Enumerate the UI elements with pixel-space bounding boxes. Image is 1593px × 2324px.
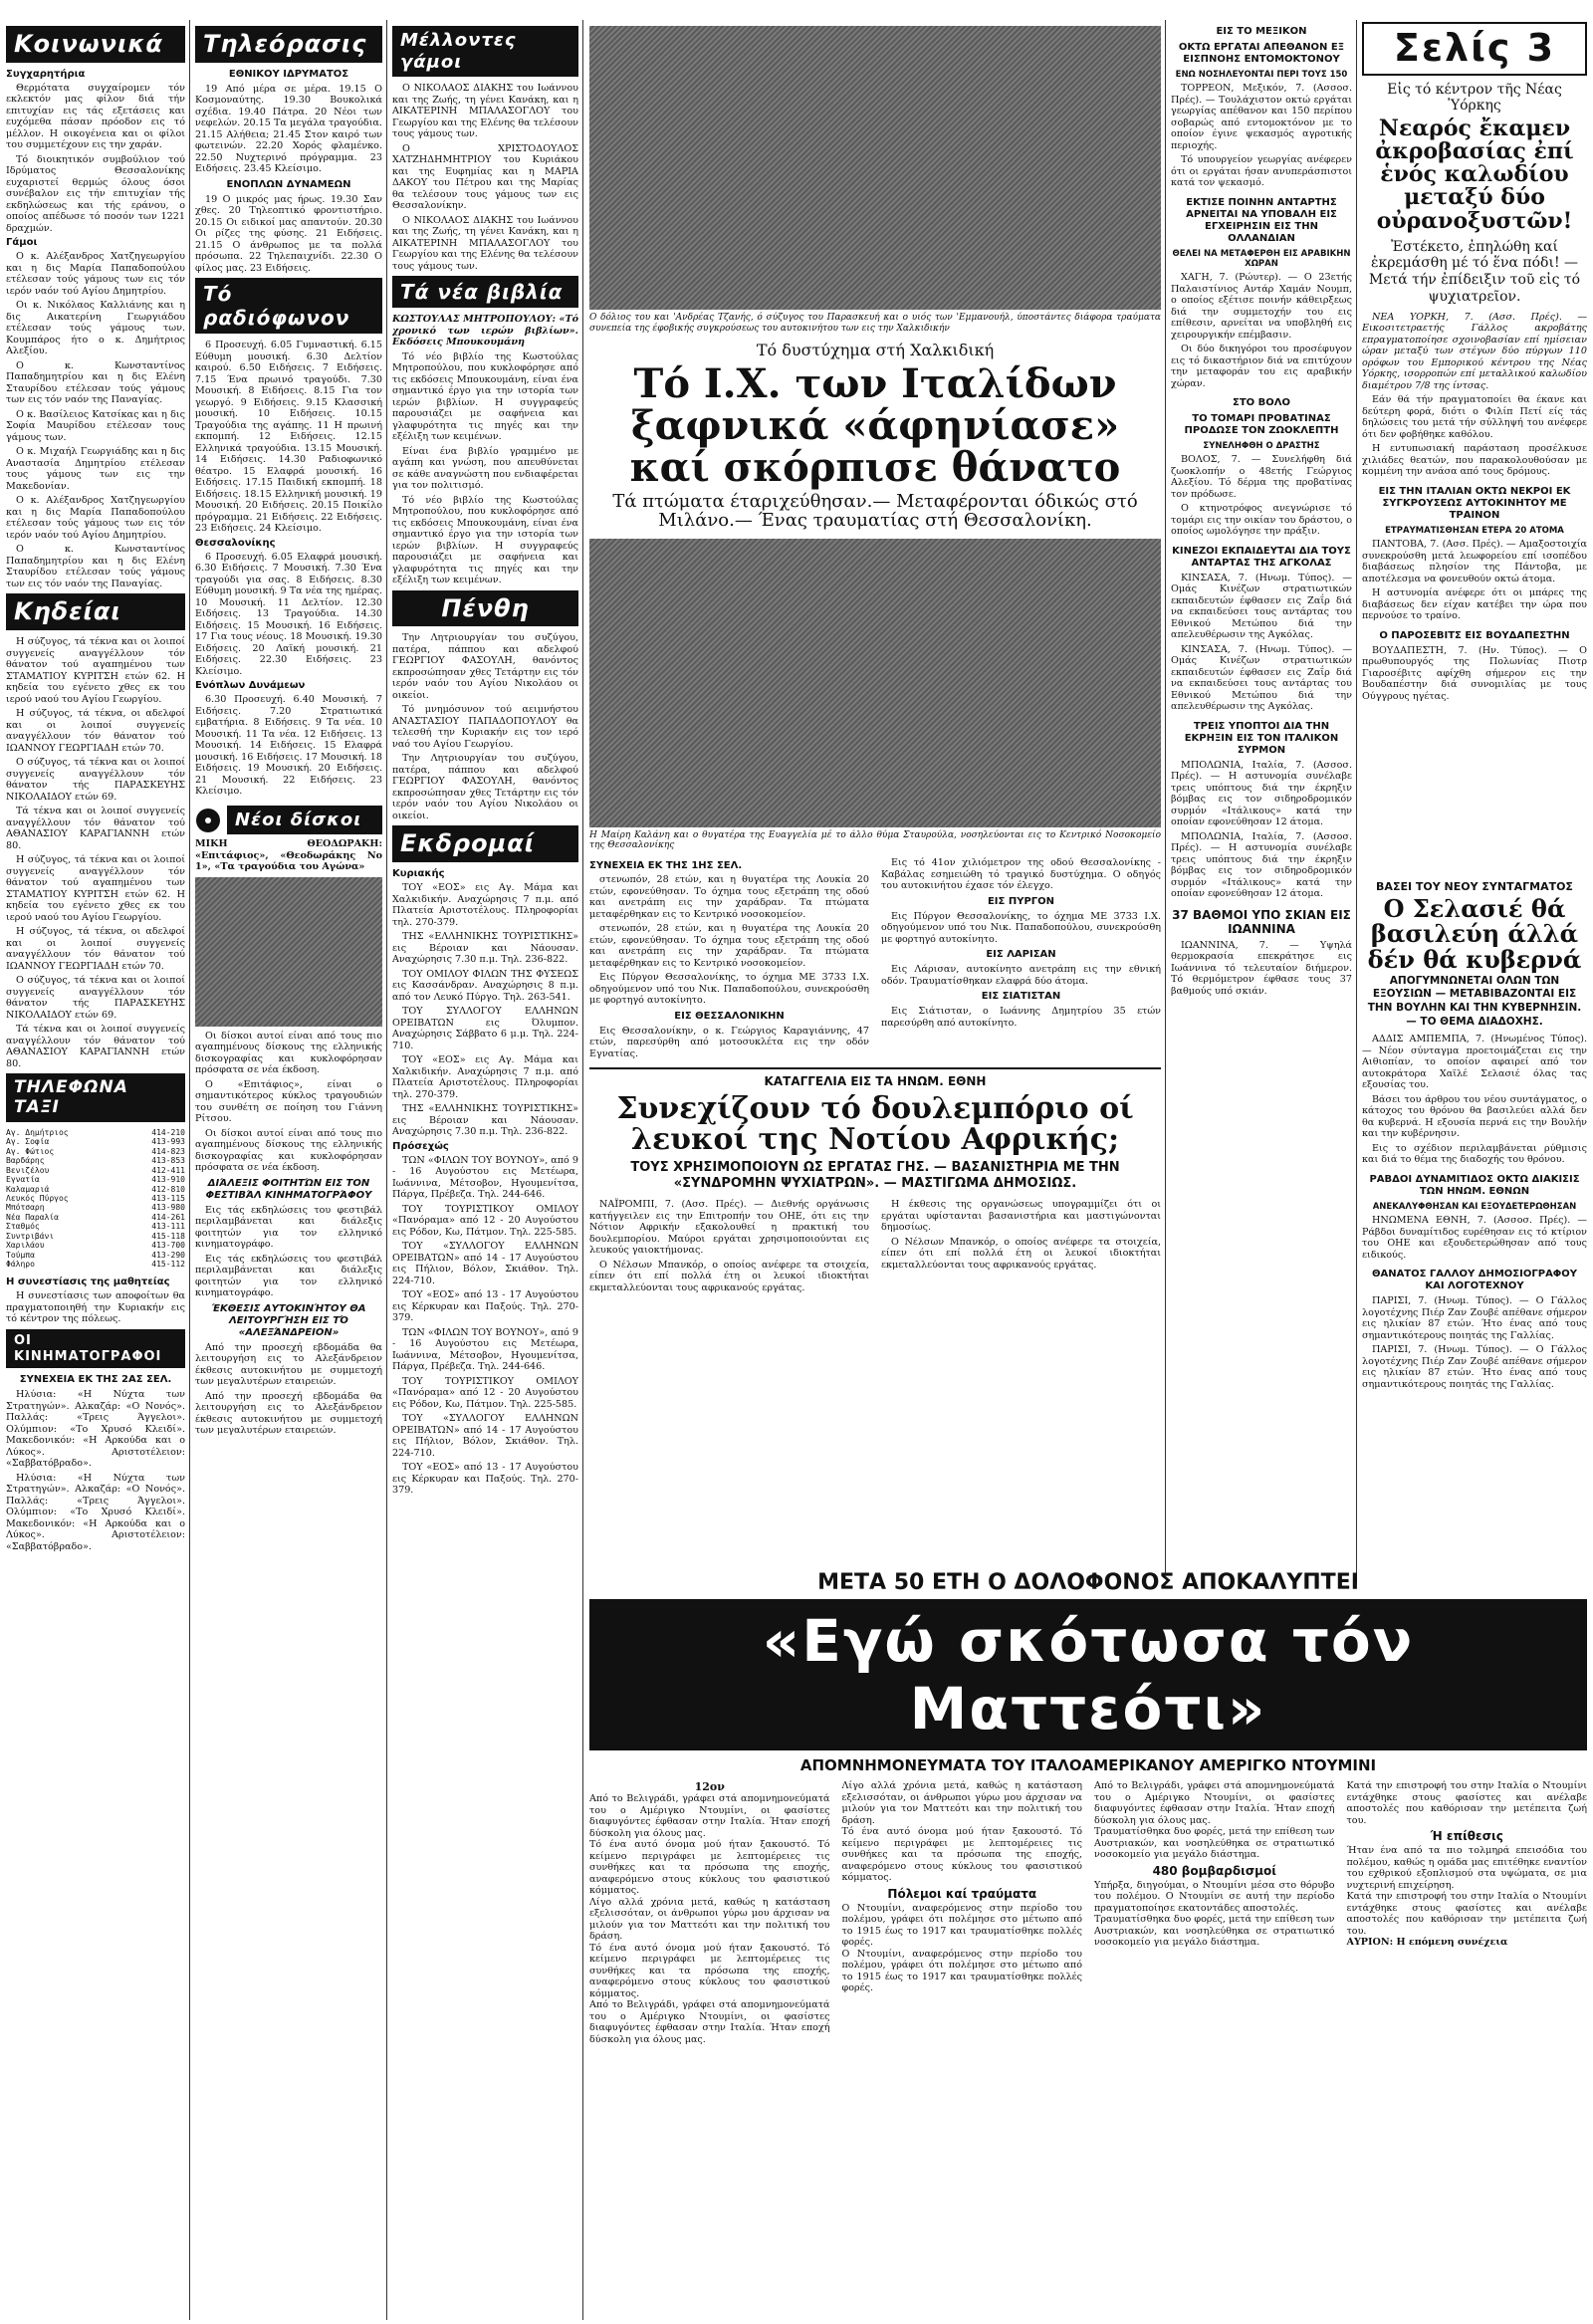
article-paragraph: Εις τάς εκδηλώσεις του φεστιβάλ περιλαμβάνεται και διάλεξις φοιτητών για τον ελληνικό κινηματογράφο. [195,1253,382,1299]
article-paragraph: Οι δίσκοι αυτοί είναι από τους πιο αγαπημένους δίσκους της ελληνικής δισκογραφίας και κυκλοφόρησαν πρόσφατα σε νέα έκδοση. [195,1030,382,1076]
article-paragraph: Ο κτηνοτρόφος ανεγνώρισε τό τομάρι εις την οικίαν του δράστου, ο οποίος ωμολόγησε την πράξιν. [1171,503,1352,538]
victims-photo-top [589,26,1161,310]
article-paragraph: ΝΕΑ ΥΟΡΚΗ, 7. (Ασσ. Πρές). — Εικοσιτετραετής Γάλλος ακροβάτης επραγματοποίησε σχοινοβασίαν επί ημίσειαν ώραν μεταξύ των στέγων δύο πύργων 110 ορόφων του Εμπορικού κέντρου της Νέας Υόρκης, ισορροπών επί μεταλλικού καλωδίου διαμέτρου 7/8 της ίντσας. [1362,311,1587,391]
taxi-phone-row [6,1156,185,1165]
taxi-stand-name: Βαρδάρης [6,1156,45,1166]
article-paragraph: 6 Προσευχή. 6.05 Ελαφρά μουσική. 6.30 Ειδήσεις. 7 Μουσική. 7.30 Ένα τραγούδι για σας. 8 Ειδήσεις. 8.30 Εύθυμη μουσική. 9 Τα νέα της ημέρας. 10 Μουσική. 11 Δελτίον. 12.30 Ειδήσεις. 13 Τραγούδια. 14.30 Ειδήσεις. 15 Μουσική. 16 Ειδήσεις. 17 Για τους νέους. 18 Μουσική. 19.30 Ειδήσεις. 20 Λαϊκή μουσική. 21 Ειδήσεις. 22.30 Ειδήσεις. 23 Κλείσιμο. [195,551,382,677]
subheading: ΘΑΝΑΤΟΣ ΓΑΛΛΟΥ ΔΗΜΟΣΙΟΓΡΑΦΟΥ ΚΑΙ ΛΟΓΟΤΕΧΝΟΥ [1371,1269,1578,1291]
subheading: ΕΙΣ ΘΕΣΣΑΛΟΝΙΚΗΝ [674,1010,785,1022]
section-header-social: Κοινωνικά [6,26,185,63]
taxi-stand-name: Αγ. Σοφία [6,1137,50,1147]
article-paragraph: Τό διοικητικόν συμβούλιον τού Ιδρύματος Θεσσαλονίκης ευχαριστεί θερμώς όλους όσοι συνέβαλον εις τήν επιτυχίαν τής εκδηλώσεως και τής εράνου, ο οποίος απέδωσε τό ποσόν των 1221 δραχμών. [6,153,185,234]
column-rule [386,20,387,2320]
feature-paragraph: Τό ένα αυτό όνομα μού ήταν ξακουστό. Τό κείμενο περιγράφει με λεπτομέρειες τις συνθήκες και τα πρόσωπα της εποχής, αναφερόμενο στους κύκλους του φασιστικού κόμματος. [589,1839,830,1897]
feature-column [1094,1780,1335,2045]
taxi-phone-row [6,1185,185,1194]
article-deck: Τά πτώματα έταριχεύθησαν.— Μεταφέρονται όδικώς στό Μιλάνο.— Ένας τραυματίας στή Θεσσαλονίκη. [612,490,1138,531]
subheading: Πρόσεχώς [392,1140,449,1152]
subheading: ΤΡΕΙΣ ΥΠΟΠΤΟΙ ΔΙΑ ΤΗΝ ΕΚΡΗΞΙΝ ΕΙΣ ΤΟΝ ΙΤΑΛΙΚΟΝ ΣΥΡΜΟΝ [1184,720,1339,756]
taxi-phone-number: 413-853 [151,1156,185,1166]
article-paragraph: Από την προσεχή εβδομάδα θα λειτουργήση εις το Αλεξάνδρειον έκθεσις αυτοκινήτου με συμμετοχή των μεγαλυτέρων εταιρειών. [195,1390,382,1437]
article-paragraph: Εις Πύργον Θεσσαλονίκης, το όχημα ΜΕ 3733 Ι.Χ. οδηγούμενον υπό του Νικ. Παπαδοπούλου, συνεκρούσθη με φορτηγό αυτοκίνητο. [589,972,869,1007]
taxi-phone-list [6,1128,185,1270]
column-rule [582,20,583,2320]
taxi-phone-row [6,1213,185,1222]
article-kicker: ΚΑΤΑΓΓΕΛΙΑ ΕΙΣ ΤΑ ΗΝΩΜ. ΕΘΝΗ [764,1074,987,1089]
taxi-phone-number: 412-810 [151,1184,185,1194]
feature-paragraph: Από το Βελιγράδι, γράφει στά απομνημονεύματά του ο Αμέριγκο Ντουμίνι, οι φασίστες διαφυγόντες έφθασαν στην Ιταλία. Ήταν εποχή δύσκολη για όλους μας. [589,1793,830,1839]
article-paragraph: ΤΟΡΡΕΟΝ, Μεξικόν, 7. (Ασσοσ. Πρές). — Τουλάχιστον οκτώ εργάται γεωργίας απέθανον και 150 περίπου σοβαρώς από εντομοκτόνον με το οποίον έγινε ψεκασμός αγροτικής περιοχής. [1171,83,1352,151]
taxi-stand-name: Βενιζέλου [6,1165,50,1175]
article-paragraph: ΙΩΑΝΝΙΝΑ, 7. — Υψηλά θερμοκρασία επεκράτησε εις Ιωάννινα τό τελευταίον διήμερον. Τό θερμόμετρον έφθασε τους 37 βαθμούς υπό σκιάν. [1171,939,1352,997]
article-column [589,857,869,1062]
article-body [589,1199,1161,1296]
section-header-discs: Νέοι δίσκοι [227,806,382,835]
taxi-phone-row [6,1260,185,1269]
article-paragraph: Εις τάς εκδηλώσεις του φεστιβάλ περιλαμβάνεται και διάλεξις φοιτητών για τον ελληνικό κινηματογράφο. [195,1204,382,1251]
article-paragraph: 6 Προσευχή. 6.05 Γυμναστική. 6.15 Εύθυμη μουσική. 6.30 Δελτίον καιρού. 6.50 Ειδήσεις. 7 Ειδήσεις. 7.15 Ένα πρωινό τραγούδι. 7.30 Μουσική. 8 Ειδήσεις. 8.15 Για τον γεωργό. 9 Ειδήσεις. 9.15 Κλασσική μουσική. 10 Ειδήσεις. 10.15 Τραγούδια της αγάπης. 11 Η πρωινή εκπομπή. 12 Ειδήσεις. 12.15 Ελληνικά τραγούδια. 13.15 Μουσική. 14 Ειδήσεις. 14.30 Ραδιοφωνικό θέατρο. 15 Ελαφρά μουσική. 16 Ειδήσεις. 17.15 Παιδική εκπομπή. 18 Ειδήσεις. 18.15 Ελληνική μουσική. 19 Μουσική. 20 Ειδήσεις. 20.15 Ποικίλο πρόγραμμα. 21 Ειδήσεις. 22 Ειδήσεις. 23 Ειδήσεις. 24 Κλείσιμο. [195,340,382,535]
taxi-stand-name: Αγ. Φώτιος [6,1146,55,1156]
column-rule [1165,20,1166,1573]
taxi-phone-number: 414-210 [151,1127,185,1137]
article-column [589,1199,869,1296]
feature-paragraph: Λίγο αλλά χρόνια μετά, καθώς η κατάσταση εξελισσόταν, οι άνθρωποι γύρω μου άρχισαν να μιλούν για τον Ματτεότι και την πολιτική του δράση. [841,1780,1082,1826]
article-headline: Νεαρός ἔκαμεν ἀκροβασίας ἐπί ἑνός καλωδίου μεταξύ δύο οὐρανοξυστῶν! [1375,116,1574,234]
taxi-phone-number: 413-700 [151,1241,185,1251]
article-paragraph: ΧΑΓΗ, 7. (Ρώυτερ). — Ο 23ετής Παλαιστίνιος Αντάρ Χαμάν Νουμπ, ο οποίος εξέτισε ποινήν κάθειρξεως διά την συμμετοχήν του εις επίθεσιν, αρνείται να υποβληθή εις χειρουργικήν επέμβασιν. [1171,272,1352,341]
article-paragraph: Ο ΝΙΚΟΛΑΟΣ ΔΙΑΚΗΣ του Ιωάννου και της Ζωής, τη γένει Κανάκη, και η ΑΙΚΑΤΕΡΙΝΗ ΜΠΑΛΑΣΟΓΛΟΥ του Γεωργίου και της Ελένης θα τελέσουν τους γάμους των. [392,214,578,272]
section-header-taxi: ΤΗΛΕΦΩΝΑ ΤΑΞΙ [6,1073,185,1122]
subheading: ΈΚΘΕΣΙΣ ΑΥΤΟΚΙΝΉΤΟΥ ΘΑ ΛΕΙΤΟΥΡΓΉΣΗ ΕΙΣ ΤΌ «ΑΛΕΞΆΝΔΡΕΙΟΝ» [211,1302,366,1338]
article-paragraph: Η σύζυγος, τά τέκνα και οι λοιποί συγγενείς αναγγέλλουν τόν θάνατον τού αγαπημένου των ΣΤΑΜΑΤΙΟΥ ΚΥΡΙΤΣΗ ετών 62. Η κηδεία του εγένετο χθες εκ του ιερού ναού του Αγίου Γεωργίου. [6,854,185,923]
subheading: Ενόπλων Δυνάμεων [195,680,306,692]
subheading: Θεσσαλονίκης [195,537,276,549]
article-paragraph: ΤΟΥ «ΕΟΣ» εις Αγ. Μάμα και Χαλκιδικήν. Αναχώρησις 7 π.μ. από Πλατεία Αριστοτέλους. Πληροφορίαι τηλ. 270-379. [392,1054,578,1100]
article-paragraph: ΤΟΥ «ΕΟΣ» εις Αγ. Μάμα και Χαλκιδικήν. Αναχώρησις 7 π.μ. από Πλατεία Αριστοτέλους. Πληροφορίαι τηλ. 270-379. [392,882,578,928]
taxi-phone-row [6,1241,185,1250]
feature-body [589,1780,1587,2045]
article-paragraph: Η σύζυγος, τά τέκνα, οι αδελφοί και οι λοιποί συγγενείς αναγγέλλουν τόν θάνατον τού ΙΩΑΝΝΟΥ ΓΕΩΡΓΙΑΔΗ ετών 70. [6,708,185,754]
taxi-phone-number: 414-823 [151,1146,185,1156]
article-paragraph: ΤΟΥ «ΣΥΛΛΟΓΟΥ ΕΛΛΗΝΩΝ ΟΡΕΙΒΑΤΩΝ» από 14 - 17 Αυγούστου εις Πήλιον, Βόλον, Σκιάθον. Τηλ. 224-710. [392,1241,578,1286]
taxi-phone-row [6,1194,185,1203]
article-paragraph: Η συνεστίασις των αποφοίτων θα πραγματοποιηθή την Κυριακήν εις τό κέντρον της πόλεως. [6,1290,185,1325]
article-paragraph: Εις τό 41ον χιλιόμετρον της οδού Θεσσαλονίκης - Καβάλας εσημειώθη τό τραγικό δυστύχημα. Ο οδηγός του αυτοκινήτου έχασε τόν έλεγχο. [881,857,1161,892]
subheading: ΚΙΝΕΖΟΙ ΕΚΠΑΙΔΕΥΤΑΙ ΔΙΑ ΤΟΥΣ ΑΝΤΑΡΤΑΣ ΤΗΣ ΑΓΚΟΛΑΣ [1172,545,1351,569]
article-paragraph: Η σύζυγος, τά τέκνα και οι λοιποί συγγενείς αναγγέλλουν τόν θάνατον τού αγαπημένου των ΣΤΑΜΑΤΙΟΥ ΚΥΡΙΤΣΗ ετών 62. Η κηδεία του εγένετο χθες εκ του ιερού ναού του Αγίου Γεωργίου. [6,636,185,705]
subheading: Ο ΠΑΡΟΣΕΒΙΤΣ ΕΙΣ ΒΟΥΔΑΠΕΣΤΗΝ [1379,629,1570,641]
taxi-phone-number: 413-290 [151,1250,185,1260]
article-paragraph: 19 Ο μικρός μας ήρως. 19.30 Σαν χθες. 20 Τηλεοπτικό φροντιστήριο. 20.15 Οι ειδικοί μας απαντούν. 20.30 Οι ρίζες της φύσης. 21 Ειδήσεις. 21.15 Ο άνθρωπος με τα πολλά πρόσωπα. 22 Τηλεπαιχνίδι. 22.30 Ο φίλος μας. 23 Ειδήσεις. [195,193,382,274]
feature-paragraph: Ο Ντουμίνι, αναφερόμενος στην περίοδο του πολέμου, γράφει ότι πολέμησε στο μέτωπο από το 1915 έως το 1917 και τραυματίσθηκε πολλές φορές. [841,1948,1082,1994]
article-paragraph: Τό υπουργείον γεωργίας ανέφερεν ότι οι εργάται ήσαν ανυπεράσπιστοι κατά τον ψεκασμό. [1171,154,1352,189]
article-paragraph: ΒΟΥΔΑΠΕΣΤΗ, 7. (Ην. Τύπος). — Ο πρωθυπουργός της Πολωνίας Πιοτρ Γιαροσέβιτς αφίχθη σήμερον εις την Βουδαπέστην διά συνομιλίας με τους Ούγγρους ηγέτας. [1362,644,1587,702]
feature-part-number: 12ον [694,1780,725,1793]
article-body [589,857,1161,1062]
article-deck: Ἐστέκετο, ἐπηλώθη καί ἐκρεμάσθη μέ τό ἕνα πόδι! — Μετά τήν ἐπίδειξιν τοῦ εἰς τό ψυχιατρεῖον. [1368,238,1581,306]
divider [589,1067,1161,1069]
feature-paragraph: Ο Ντουμίνι, αναφερόμενος στην περίοδο του πολέμου, γράφει ότι πολέμησε στο μέτωπο από το 1915 έως το 1917 και τραυματίσθηκε πολλές φορές. [841,1902,1082,1949]
article-paragraph: Τά τέκνα και οι λοιποί συγγενείς αναγγέλλουν τόν θάνατον τού ΑΘΑΝΑΣΙΟΥ ΚΑΡΑΓΙΑΝΝΗ ετών 80. [6,1024,185,1069]
taxi-phone-number: 413-993 [151,1137,185,1147]
photo-caption: Η Μαίρη Καλάνη και ο θυγατέρα της Ευαγγελία μέ το άλλο θύμα Σταυρούλα, νοσηλεύονται εις το Κεντρικό Νοσοκομείο της Θεσσαλονίκης [589,829,1161,851]
feature-paragraph: Από το Βελιγράδι, γράφει στά απομνημονεύματά του ο Αμέριγκο Ντουμίνι, οι φασίστες διαφυγόντες έφθασαν στην Ιταλία. Ήταν εποχή δύσκολη για όλους μας. [1094,1780,1335,1826]
article-paragraph: Ο ΧΡΙΣΤΟΔΟΥΛΟΣ ΧΑΤΖΗΔΗΜΗΤΡΙΟΥ του Κυριάκου και της Ευφημίας και η ΜΑΡΙΑ ΔΑΚΟΥ του Πέτρου και της Μαρίας θα τελέσουν τους γάμους των εις Θεσσαλονίκην. [392,142,578,212]
article-paragraph: Εις Λάρισαν, αυτοκίνητο ανετράπη εις την εθνική οδόν. Τραυματίσθηκαν ελαφρά δύο άτομα. [881,964,1161,987]
subheading: ΕΙΣ ΤΗΝ ΙΤΑΛΙΑΝ ΟΚΤΩ ΝΕΚΡΟΙ ΕΚ ΣΥΓΚΡΟΥΣΕΩΣ ΑΥΤΟΚΙΝΗΤΟΥ ΜΕ ΤΡΑΙΝΟΝ [1378,485,1571,521]
taxi-phone-row [6,1222,185,1231]
section-header-books: Τά νέα βιβλία [392,276,578,308]
article-paragraph: Η έκθεσις της οργανώσεως υπογραμμίζει ότι οι εργάται υφίστανται βασανιστήρια και μαστιγώνονται δημοσίως. [881,1199,1161,1234]
article-paragraph: Οι δίσκοι αυτοί είναι από τους πιο αγαπημένους δίσκους της ελληνικής δισκογραφίας και κυκλοφόρησαν πρόσφατα σε νέα έκδοση. [195,1127,382,1174]
vinyl-disc-icon [195,808,221,833]
subheading: ΕΝΩ ΝΟΣΗΛΕΥΟΝΤΑΙ ΠΕΡΙ ΤΟΥΣ 150 [1175,70,1348,80]
article-paragraph: Η σύζυγος, τά τέκνα, οι αδελφοί και οι λοιποί συγγενείς αναγγέλλουν τόν θάνατον τού ΙΩΑΝΝΟΥ ΓΕΩΡΓΙΑΔΗ ετών 70. [6,926,185,972]
article-paragraph: ΤΗΣ «ΕΛΛΗΝΙΚΗΣ ΤΟΥΡΙΣΤΙΚΗΣ» εις Βέροιαν και Νάουσαν. Αναχώρησις 7.30 π.μ. Τηλ. 236-822. [392,1103,578,1138]
article-paragraph: Θερμότατα συγχαίρομεν τόν εκλεκτόν μας φίλον διά τήν επιτυχίαν εις τάς εξετάσεις και ευχόμεθα πάσαν πρόοδον εις τό μέλλον. Η οικογένεια και οι φίλοι του συμμετέχουν εις την χαράν. [6,82,185,151]
article-headline: Τό Ι.Χ. των Ιταλίδων ξαφνικά «άφηνίασε» καί σκόρπισε θάνατο [629,359,1121,491]
article-halkidiki-accident [589,22,1161,1555]
continued-label: ΣΥΝΕΧΕΙΑ ΕΚ ΤΗΣ 1ΗΣ ΣΕΛ. [589,860,743,872]
subheading: 37 ΒΑΘΜΟΙ ΥΠΟ ΣΚΙΑΝ ΕΙΣ ΙΩΑΝΝΙΝΑ [1172,907,1351,937]
article-paragraph: Εις Πύργον Θεσσαλονίκης, το όχημα ΜΕ 3733 Ι.Χ. οδηγούμενον υπό του Νικ. Παπαδοπούλου, συνεκρούσθη με φορτηγό αυτοκίνητο. [881,910,1161,945]
subheading: ΡΑΒΔΟΙ ΔΥΝΑΜΙΤΙΔΟΣ ΟΚΤΩ ΔΙΑΚΙΣΙΣ ΤΩΝ ΗΝΩΜ. ΕΘΝΩΝ [1369,1173,1580,1197]
taxi-stand-name: Καλαμαριά [6,1184,50,1194]
feature-banner: «Εγώ σκότωσα τόν Ματτεότι» [589,1599,1587,1750]
article-column [881,1199,1161,1296]
article-paragraph: Ηλύσια: «Η Νύχτα των Στρατηγών». Αλκαζάρ: «Ο Νονός». Παλλάς: «Τρεις Άγγελοι». Ολύμπιον: «Το Χρυσό Κλειδί». Μακεδονικόν: «Η Αρκούδα και ο Λύκος». Αριστοτέλειον: «Σαββατόβραδο». [6,1389,185,1470]
article-paragraph: Είναι ένα βιβλίο γραμμένο με αγάπη και γνώση, που απευθύνεται σε κάθε αναγνώστη που ενδιαφέρεται για τον πολιτισμό. [392,445,578,492]
article-paragraph: ΤΟΥ «ΣΥΛΛΟΓΟΥ ΕΛΛΗΝΩΝ ΟΡΕΙΒΑΤΩΝ» από 14 - 17 Αυγούστου εις Πήλιον, Βόλον, Σκιάθον. Τηλ. 224-710. [392,1413,578,1459]
article-paragraph: Τό μνημόσυνον τού αειμνήστου ΑΝΑΣΤΑΣΙΟΥ ΠΑΠΑΔΟΠΟΥΛΟΥ θα τελεσθή την Κυριακήν εις τον ιερό ναό του Αγίου Γεωργίου. [392,704,578,750]
taxi-phone-row [6,1175,185,1184]
subheading: ΟΚΤΩ ΕΡΓΑΤΑΙ ΑΠΕΘΑΝΟΝ ΕΞ ΕΙΣΠΝΟΗΣ ΕΝΤΟΜΟΚΤΟΝΟΥ [1178,42,1345,65]
taxi-phone-row [6,1232,185,1241]
article-paragraph: Ο Νέλσων Μπανκόρ, ο οποίος ανέφερε τα στοιχεία, είπεν ότι επί πολλά έτη οι λευκοί ιδιοκτήται εκμεταλλεύονται τους αφρικανούς εργάτας. [881,1236,1161,1271]
feature-paragraph: Λίγο αλλά χρόνια μετά, καθώς η κατάσταση εξελισσόταν, οι άνθρωποι γύρω μου άρχισαν να μιλούν για τον Ματτεότι και την πολιτική του δράση. [589,1896,830,1943]
feature-paragraph: Κατά την επιστροφή του στην Ιταλία ο Ντουμίνι εντάχθηκε στους φασίστες και ανέλαβε αποστολές που καθόρισαν την μετέπειτα ζωή του. [1346,1780,1587,1826]
taxi-stand-name: Τούμπα [6,1250,35,1260]
feature-kicker: ΜΕΤΑ 50 ΕΤΗ Ο ΔΟΛΟΦΟΝΟΣ ΑΠΟΚΑΛΥΠΤΕΙ [817,1570,1359,1595]
article-paragraph: ΚΙΝΣΑΣΑ, 7. (Ηνωμ. Τύπος). — Ομάς Κινέζων στρατιωτικών εκπαιδευτών έφθασεν εις Ζαΐρ διά να εκπαιδεύσει τους αντάρτας του Εθνικού Μετώπου διά την απελευθέρωσιν της Αγκόλας. [1171,572,1352,641]
article-deck: ΑΠΟΓΥΜΝΩΝΕΤΑΙ ΟΛΩΝ ΤΩΝ ΕΞΟΥΣΙΩΝ — ΜΕΤΑΒΙΒΑΖΟΝΤΑΙ ΕΙΣ ΤΗΝ ΒΟΥΛΗΝ ΚΑΙ ΤΗΝ ΚΥΒΕΡΝΗΣΙΝ. — ΤΟ ΘΕΜΑ ΔΙΑΔΟΧΗΣ. [1367,974,1582,1028]
column-tv-radio [195,22,382,2312]
taxi-phone-number: 415-112 [151,1260,185,1269]
subheading: Η συνεστίασις της μαθητείας [6,1277,170,1288]
article-paragraph: Εις το σχέδιον περιλαμβάνεται ρύθμισις και διά το θέμα της διαδοχής του θρόνου. [1362,1142,1587,1166]
article-paragraph: στενωπόν, 28 ετών, και η θυγατέρα της Λουκία 20 ετών, εφονεύθησαν. Το όχημα τους εξετράπη της οδού και ανετράπη εις την χαράδραν. Τα πτώματα μεταφέρθηκαν εις το Κεντρικό νοσοκομείον. [589,874,869,920]
feature-column [589,1780,830,2045]
feature-paragraph: Τραυματίσθηκα δυο φορές, μετά την επίθεση των Αυστριακών, και νοσηλεύθηκα σε στρατιωτικό νοσοκομείο για μεγάλο διάστημα. [1094,1914,1335,1949]
article-paragraph: Εις Σιάτισταν, ο Ιωάννης Δημητρίου 35 ετών παρεσύρθη από αυτοκίνητο. [881,1006,1161,1029]
subheading: ΕΝΟΠΛΩΝ ΔΥΝΑΜΕΩΝ [226,178,351,190]
article-paragraph: ΜΠΟΛΩΝΙΑ, Ιταλία, 7. (Ασσοσ. Πρές). — Η αστυνομία συνέλαβε τρεις υπόπτους διά την έκρηξιν βόμβας εις τον σιδηροδρομικόν συρμόν «Ιτάλικους» κατά την οποίαν εφονεύθησαν 12 άτομα. [1171,759,1352,828]
article-paragraph: Την Λητριουργίαν του συζύγου, πατέρα, πάππου και αδελφού ΓΕΩΡΓΙΟΥ ΦΑΣΟΥΛΗ, θανόντος εκπροσώπησαν χθες Τετάρτην εις τόν ιερόν ναόν του Αγίου Νικολάου οι οικείοι. [392,753,578,821]
article-column [881,857,1161,1062]
article-paragraph: Ο «Επιτάφιος», είναι ο σημαντικότερος κύκλος τραγουδιών του συνθέτη σε ποίηση του Γιάννη Ρίτσου. [195,1078,382,1125]
article-headline: Ο Σελασιέ θά βασιλεύη άλλά δέν θά κυβερνά [1367,894,1582,974]
article-paragraph: ΚΙΝΣΑΣΑ, 7. (Ηνωμ. Τύπος). — Ομάς Κινέζων στρατιωτικών εκπαιδευτών έφθασεν εις Ζαΐρ διά να εκπαιδεύσει τους αντάρτας του Εθνικού Μετώπου διά την απελευθέρωσιν της Αγκόλας. [1171,643,1352,713]
section-header-mourning: Πένθη [392,590,578,627]
taxi-phone-number: 413-910 [151,1175,185,1185]
subheading: ΕΚΤΙΣΕ ΠΟΙΝΗΝ ΑΝΤΑΡΤΗΣ ΑΡΝΕΙΤΑΙ ΝΑ ΥΠΟΒΑΛΗ ΕΙΣ ΕΓΧΕΙΡΗΣΙΝ ΕΙΣ ΤΗΝ ΟΛΛΑΝΔΙΑΝ [1186,196,1337,244]
taxi-phone-number: 413-111 [151,1222,185,1232]
subheading: ΣΥΝΕΛΗΦΘΗ Ο ΔΡΑΣΤΗΣ [1203,441,1320,452]
feature-matteotti [589,1568,1587,2315]
subheading: ΕΙΣ ΤΟ ΜΕΞΙΚΟΝ [1216,26,1307,37]
taxi-phone-row [6,1137,185,1146]
feature-subheading: Πόλεμοι καί τραύματα [887,1886,1037,1901]
article-paragraph: ΗΝΩΜΕΝΑ ΕΘΝΗ, 7. (Ασσοσ. Πρές). — Ράβδοι δυναμίτιδος ευρέθησαν εις τό κτίριον του ΟΗΕ και εξουδετερώθησαν από τους ειδικούς. [1362,1215,1587,1261]
article-paragraph: 6.30 Προσευχή. 6.40 Μουσική. 7 Ειδήσεις. 7.20 Στρατιωτικά εμβατήρια. 8 Ειδήσεις. 9 Τα νέα. 10 Μουσική. 11 Τα νέα. 12 Ειδήσεις. 13 Μουσική. 14 Ειδήσεις. 15 Ελαφρά μουσική. 16 Ειδήσεις. 17 Μουσική. 18 Ειδήσεις. 19 Μουσική. 20 Ειδήσεις. 21 Μουσική. 22 Ειδήσεις. 23 Κλείσιμο. [195,694,382,798]
article-paragraph: Τό νέο βιβλίο της Κωστούλας Μητροπούλου, που κυκλοφόρησε από τις εκδόσεις Μπουκουμάνη, είναι ένα σημαντικό έργο για την ιστορία των ιερών βιβλίων. Η συγγραφεύς παρουσιάζει με σαφήνεια και γλαφυρότητα τις πηγές και την εξέλιξη των κειμένων. [392,494,578,586]
taxi-phone-number: 412-411 [151,1165,185,1175]
article-paragraph: Η εντυπωσιακή παράσταση προσέλκυσε χιλιάδες θεατών, που παρακολουθούσαν με κομμένη την ανάσα από τους δρόμους. [1362,443,1587,478]
article-paragraph: Ηλύσια: «Η Νύχτα των Στρατηγών». Αλκαζάρ: «Ο Νονός». Παλλάς: «Τρεις Άγγελοι». Ολύμπιον: «Το Χρυσό Κλειδί». Μακεδονικόν: «Η Αρκούδα και ο Λύκος». Αριστοτέλειον: «Σαββατόβραδο». [6,1472,185,1552]
article-paragraph: Ο ΝΙΚΟΛΑΟΣ ΔΙΑΚΗΣ του Ιωάννου και της Ζωής, τη γένει Κανάκη, και η ΑΙΚΑΤΕΡΙΝΗ ΜΠΑΛΑΣΟΓΛΟΥ του Γεωργίου και της Ελένης θα τελέσουν τους γάμους των. [392,83,578,140]
article-paragraph: 19 Από μέρα σε μέρα. 19.15 Ο Κοσμοναύτης. 19.30 Βουκολικά σχέδια. 19.40 Πάτρα. 20 Νέοι των νεφελών. 20.15 Τα μεγάλα τραγούδια. 21.15 Αλήθεια; 21.45 Στον καιρό των φωτεινών. 22.20 Χορός φλαμένκο. 22.50 Νυχτερινό πρόγραμμα. 23 Ειδήσεις. 23.45 Κλείσιμο. [195,83,382,175]
article-kicker: Εἰς τό κέντρον τῆς Νέας Ὑόρκης [1387,81,1562,115]
disc-title: ΜΙΚΗ ΘΕΟΔΩΡΑΚΗ: «Επιτάφιος», «Θεοδωράκης Νο 1», «Τα τραγούδια του Αγώνα» [195,838,382,873]
taxi-phone-row [6,1147,185,1156]
taxi-stand-name: Συντριβάνι [6,1231,55,1241]
subheading: ΕΙΣ ΠΥΡΓΟΝ [987,895,1055,907]
subheading: ΕΤΡΑΥΜΑΤΙΣΘΗΣΑΝ ΕΤΕΡΑ 20 ΑΤΟΜΑ [1385,525,1564,536]
taxi-stand-name: Χαριλάου [6,1241,45,1251]
article-paragraph: Τό νέο βιβλίο της Κωστούλας Μητροπούλου, που κυκλοφόρησε από τις εκδόσεις Μπουκουμάνη, είναι ένα σημαντικό έργο για την ιστορία των ιερών βιβλίων. Η συγγραφεύς παρουσιάζει με σαφήνεια και γλαφυρότητα τις πηγές και την εξέλιξη των κειμένων. [392,350,578,443]
taxi-stand-name: Αγ. Δημήτριος [6,1127,69,1137]
subheading: ΤΟ ΤΟΜΑΡΙ ΠΡΟΒΑΤΙΝΑΣ ΠΡΟΔΩΣΕ ΤΟΝ ΖΩΟΚΛΕΠΤΗ [1184,413,1339,437]
feature-column [1347,1780,1588,2045]
article-paragraph: Οι δύο δικηγόροι του προσέφυγον εις τό δικαστήριον διά να επιτύχουν την μεταφοράν του εις αραβικήν χώραν. [1171,344,1352,389]
feature-paragraph: Υπήρξα, διηγούμαι, ο Ντουμίνι μέσα στο θόρυβο του πολέμου. Ο Ντουμίνι σε αυτή την περίοδο πραγματοποίησε εκατοντάδες αποστολές. [1094,1879,1335,1914]
column-rule [1356,20,1357,1583]
section-header-weddings: Μέλλοντες γάμοι [392,26,578,77]
feature-column [842,1780,1083,2045]
article-paragraph: ΤΩΝ «ΦΙΛΩΝ ΤΟΥ ΒΟΥΝΟΥ», από 9 - 16 Αυγούστου εις Μετέωρα, Ιωάννινα, Μέτσοβον, Ηγουμενίτσα, Πάργα, Πρέβεζα. Τηλ. 244-646. [392,1326,578,1373]
feature-paragraph: Ήταν ένα από τα πιο τολμηρά επεισόδια του πολέμου, καθώς η ομάδα μας επιτέθηκε εναντίον του εχθρικού εξοπλισμού στα υψώματα, σε μια νυχτερινή επιχείρηση. [1346,1845,1587,1891]
article-paragraph: ΤΟΥ ΟΜΙΛΟΥ ΦΙΛΩΝ ΤΗΣ ΦΥΣΕΩΣ εις Κασσάνδραν. Αναχώρησις 8 π.μ. από τον Λευκό Πύργο. Τηλ. 263-541. [392,968,578,1003]
article-kicker: Τό δυστύχημα στή Χαλκιδική [756,340,995,359]
taxi-stand-name: Εγνατία [6,1175,40,1185]
subheading: ΣΤΟ ΒΟΛΟ [1233,397,1290,409]
article-paragraph: ΠΑΡΙΣΙ, 7. (Ηνωμ. Τύπος). — Ο Γάλλος λογοτέχνης Πιέρ Ζαν Ζουβέ απέθανε σήμερον εις ηλικίαν 87 ετών. Ήτο ένας από τους σημαντικότερους ποιητάς της Γαλλίας. [1362,1295,1587,1341]
taxi-phone-number: 413-980 [151,1203,185,1213]
subheading: ΒΑΣΕΙ ΤΟΥ ΝΕΟΥ ΣΥΝΤΑΓΜΑΤΟΣ [1376,880,1573,893]
article-paragraph: ΑΔΔΙΣ ΑΜΠΕΜΠΑ, 7. (Ηνωμένος Τύπος). — Νέον σύνταγμα προετοιμάζεται εις την Αιθιοπίαν, το οποίον αφαιρεί από τον αυτοκράτορα Χαϊλέ Σελασιέ όλας τας εξουσίας του. [1362,1034,1587,1091]
article-deck: ΤΟΥΣ ΧΡΗΣΙΜΟΠΟΙΟΥΝ ΩΣ ΕΡΓΑΤΑΣ ΓΗΣ. — ΒΑΣΑΝΙΣΤΗΡΙΑ ΜΕ ΤΗΝ «ΣΥΝΔΡΟΜΗΝ ΨΥΧΙΑΤΡΩΝ». — ΜΑΣΤΙΓΩΜΑ ΔΗΜΟΣΙΩΣ. [630,1159,1120,1192]
book-title: ΚΩΣΤΟΥΛΑΣ ΜΗΤΡΟΠΟΥΛΟΥ: «Τό χρονικό των ιερών βιβλίων». Εκδόσεις Μπουκουμάνη [392,314,578,349]
subheading: Γάμοι [6,237,38,249]
article-paragraph: ΠΑΝΤΟΒΑ, 7. (Ασσ. Πρές). — Αμαξοστοιχία συνεκρούσθη μετά λεωφορείου επί ισοπέδου διαβάσεως πλησίον της Πάντοβα, με αποτέλεσμα να φονευθούν οκτώ άτομα. [1362,539,1587,584]
taxi-phone-number: 414-261 [151,1212,185,1222]
article-paragraph: Εάν θά τήν πραγματοποίει θα έκανε και δεύτερη φορά, διότι ο Φιλίπ Πετί είς τάς δηλώσεις του μετά τήν σύλληψή του ανέφερε ότι δεν φοβήθηκε καθόλου. [1362,394,1587,440]
subheading: Συγχαρητήρια [6,68,86,80]
article-paragraph: Η αστυνομία ανέφερε ότι οι μπάρες της διαβάσεως δεν είχαν κατέβει την ώρα που περνούσε το τραίνο. [1362,587,1587,622]
feature-paragraph: Κατά την επιστροφή του στην Ιταλία ο Ντουμίνι εντάχθηκε στους φασίστες και ανέλαβε αποστολές που καθόρισαν την μετέπειτα ζωή του. [1346,1891,1587,1937]
taxi-stand-name: Σταθμός [6,1222,40,1232]
article-paragraph: ΤΟΥ «ΕΟΣ» από 13 - 17 Αυγούστου εις Κέρκυραν και Παξούς. Τηλ. 270-379. [392,1462,578,1497]
taxi-phone-row [6,1128,185,1137]
article-paragraph: Ο Νέλσων Μπανκόρ, ο οποίος ανέφερε τα στοιχεία, είπεν ότι επί πολλά έτη οι λευκοί ιδιοκτήται εκμεταλλεύονται τους αφρικανούς εργάτας. [589,1259,869,1293]
feature-subheading: 480 βομβαρδισμοί [1152,1863,1276,1878]
column-social [6,22,185,2312]
article-paragraph: Από την προσεχή εβδομάδα θα λειτουργήση εις το Αλεξάνδρειον έκθεσις αυτοκινήτου με συμμετοχή των μεγαλυτέρων εταιρειών. [195,1341,382,1388]
composer-photo [195,877,382,1027]
article-paragraph: ΤΩΝ «ΦΙΛΩΝ ΤΟΥ ΒΟΥΝΟΥ», από 9 - 16 Αυγούστου εις Μετέωρα, Ιωάννινα, Μέτσοβον, Ηγουμενίτσα, Πάργα, Πρέβεζα. Τηλ. 244-646. [392,1154,578,1201]
taxi-phone-number: 413-115 [151,1193,185,1203]
taxi-phone-row [6,1203,185,1212]
taxi-phone-row [6,1251,185,1260]
victims-photo-hospital [589,539,1161,827]
section-header-cinemas: ΟΙ ΚΙΝΗΜΑΤΟΓΡΑΦΟΙ [6,1329,185,1368]
subheading: ΘΕΛΕΙ ΝΑ ΜΕΤΑΦΕΡΘΗ ΕΙΣ ΑΡΑΒΙΚΗΝ ΧΩΡΑΝ [1172,248,1351,269]
subheading: ΔΙΆΛΕΞΙΣ ΦΟΙΤΗΤΏΝ ΕΙΣ ΤΟΝ ΦΕΣΤΙΒΆΛ ΚΙΝΗΜΑΤΟΓΡΆΦΟΥ [205,1177,372,1201]
article-paragraph: Ο κ. Μιχαήλ Γεωργιάδης και η δις Αναστασία Δημητρίου ετέλεσαν τους γάμους των εις την Μακεδονίαν. [6,446,185,492]
taxi-stand-name: Φάληρο [6,1260,35,1269]
subheading: ΕΙΣ ΣΙΑΤΙΣΤΑΝ [981,991,1061,1003]
column-weddings-books [392,22,578,2312]
continued-label: ΣΥΝΕΧΕΙΑ ΕΚ ΤΗΣ 2ΑΣ ΣΕΛ. [19,1374,172,1386]
column-rule [189,20,190,2320]
subheading: ΕΙΣ ΛΑΡΙΣΑΝ [986,949,1056,961]
subheading: Κυριακής [392,868,445,880]
article-headline: Συνεχίζουν τό δουλεμπόριο οί λευκοί της Νοτίου Αφρικής; [616,1090,1134,1158]
section-header-funerals: Κηδείαι [6,593,185,630]
subheading: ΕΘΝΙΚΟΥ ΙΔΡΥΜΑΤΟΣ [228,68,349,80]
feature-paragraph: Τό ένα αυτό όνομα μού ήταν ξακουστό. Τό κείμενο περιγράφει με λεπτομέρειες τις συνθήκες και τα πρόσωπα της εποχής, αναφερόμενο στους κύκλους του φασιστικού κόμματος. [589,1942,830,1999]
article-paragraph: στενωπόν, 28 ετών, και η θυγατέρα της Λουκία 20 ετών, εφονεύθησαν. Το όχημα τους εξετράπη της οδού και ανετράπη εις την χαράδραν. Τα πτώματα μεταφέρθηκαν εις το Κεντρικό νοσοκομείον. [589,923,869,969]
taxi-phone-row [6,1166,185,1175]
article-paragraph: ΠΑΡΙΣΙ, 7. (Ηνωμ. Τύπος). — Ο Γάλλος λογοτέχνης Πιέρ Ζαν Ζουβέ απέθανε σήμερον εις ηλικίαν 87 ετών. Ήτο ένας από τους σημαντικότερους ποιητάς της Γαλλίας. [1362,1344,1587,1390]
taxi-stand-name: Μπότσαρη [6,1203,45,1213]
feature-paragraph: Από το Βελιγράδι, γράφει στά απομνημονεύματά του ο Αμέριγκο Ντουμίνι, οι φασίστες διαφυγόντες έφθασαν στην Ιταλία. Ήταν εποχή δύσκολη για όλους μας. [589,1999,830,2045]
article-paragraph: Ο σύζυγος, τά τέκνα και οι λοιποί συγγενείς αναγγέλλουν τόν θάνατον τής ΠΑΡΑΣΚΕΥΗΣ ΝΙΚΟΛΑΙΔΟΥ ετών 69. [6,757,185,803]
article-paragraph: Οι κ. Νικόλαος Καλλιάνης και η δις Αικατερίνη Γεωργιάδου ετέλεσαν τούς γάμους των. Κουμπάρος ήτο ο κ. Δημήτριος Αλεξίου. [6,300,185,357]
section-header-tv: Τηλεόρασις [195,26,382,63]
feature-footer: ΑΥΡΙΟΝ: Η επόμενη συνέχεια [1346,1937,1508,1949]
article-paragraph: ΤΟΥ ΣΥΛΛΟΓΟΥ ΕΛΛΗΝΩΝ ΟΡΕΙΒΑΤΩΝ εις Όλυμπον. Αναχώρησις Σάββατο 6 μ.μ. Τηλ. 224-710. [392,1006,578,1051]
article-paragraph: ΜΠΟΛΩΝΙΑ, Ιταλία, 7. (Ασσοσ. Πρές). — Η αστυνομία συνέλαβε τρεις υπόπτους διά την έκρηξιν βόμβας εις τον σιδηροδρομικόν συρμόν «Ιτάλικους» κατά την οποίαν εφονεύθησαν 12 άτομα. [1171,830,1352,900]
article-selassie [1362,876,1587,1563]
article-paragraph: ΝΑΪΡΟΜΠΙ, 7. (Ασσ. Πρές). — Διεθνής οργάνωσις κατήγγειλεν εις την Επιτροπήν του ΟΗΕ, ότι εις την Νότιον Αφρικήν εξακολουθεί η πρακτική του δουλεμπορίου. Μαύροι εργάται χρησιμοποιούνται εις λευκούς γαιοκτήμονας. [589,1199,869,1257]
taxi-phone-number: 415-118 [151,1231,185,1241]
section-header-excursions: Εκδρομαί [392,825,578,862]
article-paragraph: Την Λητριουργίαν του συζύγου, πατέρα, πάππου και αδελφού ΓΕΩΡΓΙΟΥ ΦΑΣΟΥΛΗ, θανόντος εκπροσώπησαν χθες Τετάρτην εις τόν ιερόν ναόν του Αγίου Νικολάου οι οικείοι. [392,632,578,701]
article-paragraph: Εις Θεσσαλονίκην, ο κ. Γεώργιος Καραγιάννης, 47 ετών, παρεσύρθη από μοτοσυκλέτα εις την οδόν Εγνατίας. [589,1025,869,1059]
article-paragraph: Ο σύζυγος, τά τέκνα και οι λοιποί συγγενείς αναγγέλλουν τόν θάνατον τής ΠΑΡΑΣΚΕΥΗΣ ΝΙΚΟΛΑΙΔΟΥ ετών 69. [6,975,185,1021]
article-paragraph: ΤΟΥ ΤΟΥΡΙΣΤΙΚΟΥ ΟΜΙΛΟΥ «Πανόραμα» από 12 - 20 Αυγούστου εις Ρόδον, Κω, Πάτμον. Τηλ. 225-585. [392,1203,578,1238]
article-paragraph: Ο κ. Κωνσταντίνος Παπαδημητρίου και η δις Ελένη Σταυρίδου ετέλεσαν τούς γάμους των εις τόν ναόν της Παναγίας. [6,359,185,406]
article-paragraph: Βάσει του άρθρου του νέου συντάγματος, ο κάτοχος του θρόνου θα βασιλεύει αλλά δεν θα κυβερνά. Η εξουσία περνά εις την Βουλήν και την κυβέρνησιν. [1362,1093,1587,1140]
article-paragraph: Ο κ. Βασίλειος Κατσίκας και η δις Σοφία Μαυρίδου ετέλεσαν τους γάμους των. [6,408,185,443]
article-paragraph: ΒΟΛΟΣ, 7. — Συνελήφθη διά ζωοκλοπήν ο 48ετής Γεώργιος Αλεξίου. Τό δέρμα της προβατίνας τον πρόδωσε. [1171,454,1352,500]
article-paragraph: ΤΟΥ «ΕΟΣ» από 13 - 17 Αυγούστου εις Κέρκυραν και Παξούς. Τηλ. 270-379. [392,1289,578,1324]
subheading: ΑΝΕΚΑΛΥΦΘΗΣΑΝ ΚΑΙ ΕΞΟΥΔΕΤΕΡΩΘΗΣΑΝ [1372,1201,1577,1212]
taxi-stand-name: Νέα Παραλία [6,1212,59,1222]
feature-paragraph: Τό ένα αυτό όνομα μού ήταν ξακουστό. Τό κείμενο περιγράφει με λεπτομέρειες τις συνθήκες και τα πρόσωπα της εποχής, αναφερόμενο στους κύκλους του φασιστικού κόμματος. [841,1826,1082,1883]
photo-caption: Ο δόλιος του και 'Ανδρέας Τζανής, ό σύζυγος του Παρασκευή και ο υιός των 'Εμμανουήλ, ύποστάντες διάφορα τραύματα συνεπεία της έφοβικής συγκρούσεως του αυτοκινήτου των εις την Χαλκιδικήν [589,313,1161,334]
article-paragraph: Ο κ. Αλέξανδρος Χατζηγεωργίου και η δις Μαρία Παπαδοπούλου ετέλεσαν τούς γάμους των εις τόν ιερόν ναόν τού Αγίου Δημητρίου. [6,495,185,541]
page-number-label: Σελίς 3 [1362,22,1587,76]
article-paragraph: ΤΗΣ «ΕΛΛΗΝΙΚΗΣ ΤΟΥΡΙΣΤΙΚΗΣ» εις Βέροιαν και Νάουσαν. Αναχώρησις 7.30 π.μ. Τηλ. 236-822. [392,931,578,966]
column-world-news [1171,22,1352,1560]
section-header-radio: Τό ραδιόφωνον [195,278,382,334]
taxi-stand-name: Λευκός Πύργος [6,1193,69,1203]
new-discs-header [195,806,382,835]
feature-subheading: Ή επίθεσις [1430,1829,1503,1843]
feature-subtitle: ΑΠΟΜΝΗΜΟΝΕΥΜΑΤΑ ΤΟΥ ΙΤΑΛΟΑΜΕΡΙΚΑΝΟΥ ΑΜΕΡΙΓΚΟ ΝΤΟΥΜΙΝΙ [799,1756,1377,1774]
article-paragraph: Ο κ. Κωνσταντίνος Παπαδημητρίου και η δις Ελένη Σταυρίδου ετέλεσαν τούς γάμους των εις τόν ναόν της Παναγίας. [6,544,185,589]
feature-paragraph: Τραυματίσθηκα δυο φορές, μετά την επίθεση των Αυστριακών, και νοσηλεύθηκα σε στρατιωτικό νοσοκομείο για μεγάλο διάστημα. [1094,1826,1335,1860]
article-paragraph: ΤΟΥ ΤΟΥΡΙΣΤΙΚΟΥ ΟΜΙΛΟΥ «Πανόραμα» από 12 - 20 Αυγούστου εις Ρόδον, Κω, Πάτμον. Τηλ. 225-585. [392,1375,578,1410]
article-paragraph: Ο κ. Αλέξανδρος Χατζηγεωργίου και η δις Μαρία Παπαδοπούλου ετέλεσαν τούς γάμους των εις τόν ιερόν ναόν τού Αγίου Δημητρίου. [6,251,185,297]
article-paragraph: Τά τέκνα και οι λοιποί συγγενείς αναγγέλλουν τόν θάνατον τού ΑΘΑΝΑΣΙΟΥ ΚΑΡΑΓΙΑΝΝΗ ετών 80. [6,806,185,851]
